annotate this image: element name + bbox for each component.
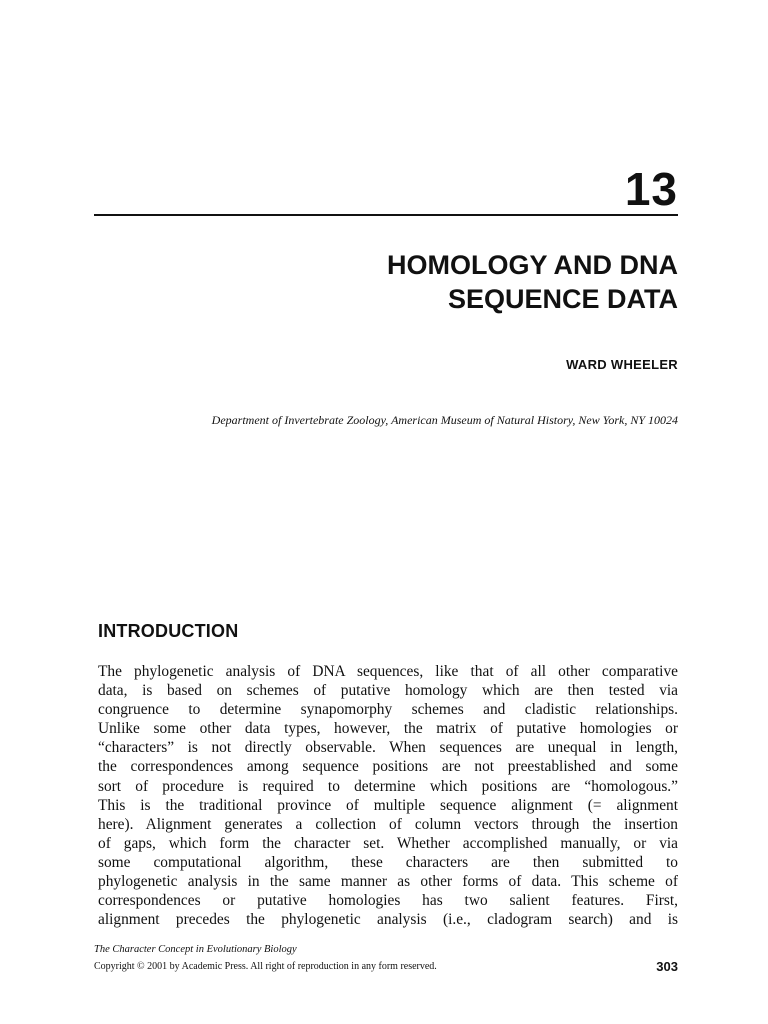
chapter-number: 13 (624, 163, 678, 215)
paragraph-line: “characters” is not directly observable. When sequences are unequal in length, (98, 739, 678, 757)
chapter-title (158, 248, 678, 316)
paragraph-line: This is the traditional province of multiple sequence alignment (= alignment (98, 796, 678, 814)
page-number: 303 (656, 959, 678, 974)
paragraph-line: here). Alignment generates a collection of column vectors through the insertion (98, 815, 678, 833)
chapter-title-line: SEQUENCE DATA (447, 284, 678, 314)
paragraph-line: The phylogenetic analysis of DNA sequences, like that of all other comparative (98, 663, 678, 680)
body-paragraph (98, 662, 678, 929)
paragraph-line: sort of procedure is required to determine which positions are “homologous.” (98, 777, 678, 795)
paragraph-line: phylogenetic analysis in the same manner as other forms of data. This scheme of (98, 873, 678, 891)
paragraph-line: alignment precedes the phylogenetic analysis (i.e., cladogram search) and is (98, 911, 678, 929)
paragraph-line: congruence to determine synapomorphy schemes and cladistic relationships. (98, 701, 678, 719)
author-name: WARD WHEELER (566, 357, 678, 372)
chapter-title-line: HOMOLOGY AND DNA (386, 250, 678, 280)
paragraph-line: of gaps, which form the character set. Whether accomplished manually, or via (98, 834, 678, 852)
footer-book-title: The Character Concept in Evolutionary Biology (94, 944, 297, 955)
paragraph-line: some computational algorithm, these characters are then submitted to (98, 853, 678, 871)
paragraph-line: Unlike some other data types, however, the matrix of putative homologies or (98, 720, 678, 738)
paragraph-line: the correspondences among sequence positions are not preestablished and some (98, 758, 678, 776)
paragraph-line: correspondences or putative homologies has two salient features. First, (98, 892, 678, 910)
paragraph-line: data, is based on schemes of putative homology which are then tested via (98, 682, 678, 700)
chapter-rule (94, 214, 678, 216)
footer-copyright: Copyright © 2001 by Academic Press. All right of reproduction in any form reserved. (94, 961, 437, 972)
author-affiliation: Department of Invertebrate Zoology, American Museum of Natural History, New York, NY 10024 (211, 413, 678, 427)
section-heading: INTRODUCTION (98, 621, 239, 641)
